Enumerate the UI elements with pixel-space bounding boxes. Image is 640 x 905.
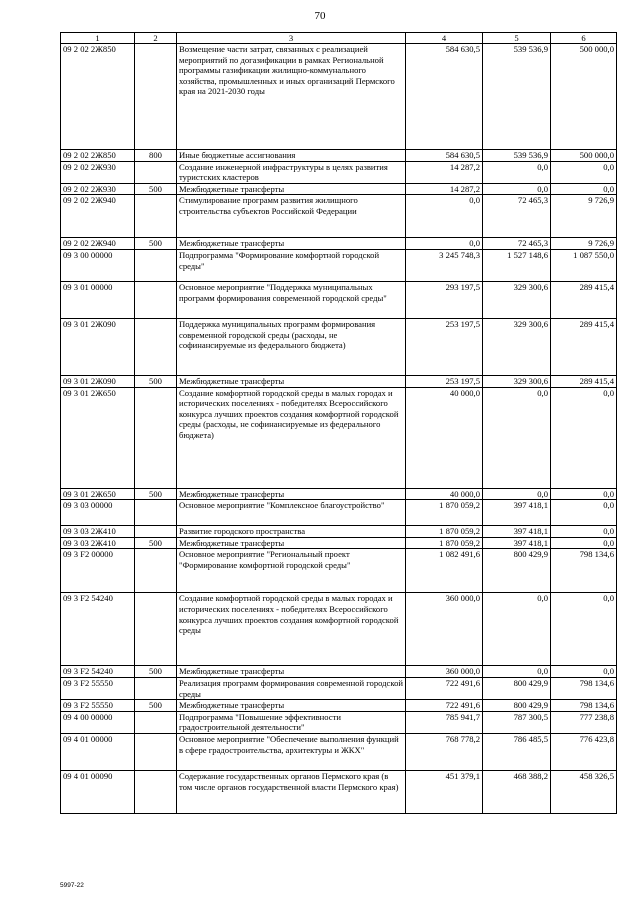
amount-col5-cell: 800 429,9: [483, 549, 551, 593]
amount-col4-cell: 14 287,2: [406, 183, 483, 195]
code-cell: 09 3 F2 55550: [61, 677, 135, 699]
amount-col6-cell: 289 415,4: [551, 375, 617, 387]
amount-col6-cell: 0,0: [551, 537, 617, 549]
description-cell: Создание комфортной городской среды в малых городах и исторических поселениях - победителях Всероссийского конкурса лучших проектов создания комфортной городской среды: [177, 593, 406, 666]
amount-col5-cell: 72 465,3: [483, 195, 551, 238]
amount-col4-cell: 451 379,1: [406, 770, 483, 813]
code-cell: 09 2 02 2Ж850: [61, 150, 135, 162]
table-row: [61, 238, 617, 250]
expense-type-cell: 500: [135, 666, 177, 678]
amount-col4-cell: 0,0: [406, 238, 483, 250]
amount-col5-cell: 787 300,5: [483, 711, 551, 733]
table-row: [61, 281, 617, 318]
amount-col6-cell: 0,0: [551, 500, 617, 526]
expense-type-cell: 500: [135, 375, 177, 387]
amount-col5-cell: 800 429,9: [483, 677, 551, 699]
amount-col6-cell: 0,0: [551, 183, 617, 195]
description-cell: Межбюджетные трансферты: [177, 700, 406, 712]
amount-col4-cell: 1 870 059,2: [406, 537, 483, 549]
description-cell: Подпрограмма "Повышение эффективности градостроительной деятельности": [177, 711, 406, 733]
amount-col5-cell: 800 429,9: [483, 700, 551, 712]
amount-col5-cell: 786 485,5: [483, 733, 551, 770]
code-cell: 09 4 01 00000: [61, 733, 135, 770]
expense-type-cell: [135, 770, 177, 813]
amount-col5-cell: 329 300,6: [483, 375, 551, 387]
amount-col4-cell: 1 082 491,6: [406, 549, 483, 593]
amount-col6-cell: 289 415,4: [551, 281, 617, 318]
amount-col5-cell: 0,0: [483, 387, 551, 488]
expense-type-cell: [135, 526, 177, 538]
description-cell: Основное мероприятие "Региональный проект "Формирование комфортной городской среды": [177, 549, 406, 593]
page-number: 70: [314, 10, 326, 22]
amount-col6-cell: 777 238,8: [551, 711, 617, 733]
amount-col4-cell: 253 197,5: [406, 318, 483, 375]
code-cell: 09 3 F2 55550: [61, 700, 135, 712]
table-row: [61, 150, 617, 162]
table-row: [61, 711, 617, 733]
code-cell: 09 3 F2 00000: [61, 549, 135, 593]
column-header: 5: [483, 33, 551, 44]
code-cell: 09 4 00 00000: [61, 711, 135, 733]
amount-col6-cell: 798 134,6: [551, 677, 617, 699]
column-header: 4: [406, 33, 483, 44]
code-cell: 09 3 00 00000: [61, 249, 135, 281]
expense-type-cell: [135, 733, 177, 770]
table-row: [61, 537, 617, 549]
code-cell: 09 3 03 2Ж410: [61, 526, 135, 538]
amount-col6-cell: 500 000,0: [551, 150, 617, 162]
code-cell: 09 3 01 2Ж650: [61, 387, 135, 488]
amount-col5-cell: 329 300,6: [483, 281, 551, 318]
amount-col4-cell: 1 870 059,2: [406, 500, 483, 526]
code-cell: 09 2 02 2Ж850: [61, 44, 135, 150]
amount-col4-cell: 14 287,2: [406, 161, 483, 183]
amount-col5-cell: 539 536,9: [483, 150, 551, 162]
expense-type-cell: [135, 249, 177, 281]
expense-type-cell: [135, 161, 177, 183]
code-cell: 09 3 01 2Ж650: [61, 488, 135, 500]
column-header: 3: [177, 33, 406, 44]
column-header: 6: [551, 33, 617, 44]
column-header: 2: [135, 33, 177, 44]
table-row: [61, 733, 617, 770]
expense-type-cell: 800: [135, 150, 177, 162]
table-row: [61, 666, 617, 678]
description-cell: Возмещение части затрат, связанных с реализацией мероприятий по догазификации в рамках Региональной программы газификации жилищно-коммунального хозяйства, промышленных и иных организаций Пермского края на 2021-2030 годы: [177, 44, 406, 150]
amount-col5-cell: 539 536,9: [483, 44, 551, 150]
amount-col4-cell: 360 000,0: [406, 666, 483, 678]
expense-type-cell: [135, 549, 177, 593]
amount-col4-cell: 293 197,5: [406, 281, 483, 318]
description-cell: Стимулирование программ развития жилищного строительства субъектов Российской Федерации: [177, 195, 406, 238]
code-cell: 09 2 02 2Ж940: [61, 238, 135, 250]
amount-col5-cell: 0,0: [483, 593, 551, 666]
code-cell: 09 2 02 2Ж930: [61, 183, 135, 195]
table-row: [61, 549, 617, 593]
table-body: [61, 44, 617, 814]
description-cell: Межбюджетные трансферты: [177, 238, 406, 250]
amount-col6-cell: 0,0: [551, 387, 617, 488]
code-cell: 09 3 F2 54240: [61, 593, 135, 666]
expense-type-cell: [135, 677, 177, 699]
expense-type-cell: [135, 44, 177, 150]
amount-col5-cell: 72 465,3: [483, 238, 551, 250]
amount-col4-cell: 1 870 059,2: [406, 526, 483, 538]
table-row: [61, 770, 617, 813]
amount-col6-cell: 289 415,4: [551, 318, 617, 375]
amount-col5-cell: 0,0: [483, 161, 551, 183]
table-row: [61, 526, 617, 538]
amount-col6-cell: 9 726,9: [551, 195, 617, 238]
amount-col4-cell: 40 000,0: [406, 387, 483, 488]
amount-col6-cell: 798 134,6: [551, 700, 617, 712]
amount-col4-cell: 584 630,5: [406, 150, 483, 162]
code-cell: 09 3 03 2Ж410: [61, 537, 135, 549]
code-cell: 09 3 F2 54240: [61, 666, 135, 678]
amount-col5-cell: 329 300,6: [483, 318, 551, 375]
description-cell: Содержание государственных органов Пермского края (в том числе органов государственной власти Пермского края): [177, 770, 406, 813]
amount-col4-cell: 584 630,5: [406, 44, 483, 150]
amount-col5-cell: 0,0: [483, 666, 551, 678]
amount-col6-cell: 1 087 550,0: [551, 249, 617, 281]
code-cell: 09 3 01 2Ж090: [61, 318, 135, 375]
expense-type-cell: 500: [135, 537, 177, 549]
table-row: [61, 488, 617, 500]
description-cell: Основное мероприятие "Поддержка муниципальных программ формирования современной городской среды": [177, 281, 406, 318]
amount-col6-cell: 0,0: [551, 666, 617, 678]
description-cell: Межбюджетные трансферты: [177, 537, 406, 549]
amount-col6-cell: 0,0: [551, 161, 617, 183]
expense-type-cell: 500: [135, 488, 177, 500]
amount-col4-cell: 40 000,0: [406, 488, 483, 500]
amount-col6-cell: 458 326,5: [551, 770, 617, 813]
table-row: [61, 249, 617, 281]
code-cell: 09 3 01 00000: [61, 281, 135, 318]
amount-col4-cell: 768 778,2: [406, 733, 483, 770]
expense-type-cell: [135, 500, 177, 526]
table-row: [61, 44, 617, 150]
expense-type-cell: [135, 195, 177, 238]
code-cell: 09 4 01 00090: [61, 770, 135, 813]
amount-col4-cell: 722 491,6: [406, 700, 483, 712]
table-row: [61, 500, 617, 526]
expense-type-cell: [135, 711, 177, 733]
table-row: [61, 183, 617, 195]
table-row: [61, 375, 617, 387]
description-cell: Развитие городского пространства: [177, 526, 406, 538]
column-number-row: [61, 33, 617, 44]
description-cell: Межбюджетные трансферты: [177, 488, 406, 500]
code-cell: 09 3 01 2Ж090: [61, 375, 135, 387]
table-row: [61, 677, 617, 699]
amount-col6-cell: 0,0: [551, 593, 617, 666]
description-cell: Создание комфортной городской среды в малых городах и исторических поселениях - победителях Всероссийского конкурса лучших проектов создания комфортной городской среды (расходы, не софинансируемые из федерального бюджета): [177, 387, 406, 488]
amount-col5-cell: 1 527 148,6: [483, 249, 551, 281]
table-row: [61, 195, 617, 238]
table-row: [61, 318, 617, 375]
description-cell: Иные бюджетные ассигнования: [177, 150, 406, 162]
footer-document-code: 5997-22: [60, 882, 84, 889]
amount-col5-cell: 397 418,1: [483, 526, 551, 538]
table-row: [61, 387, 617, 488]
amount-col4-cell: 3 245 748,3: [406, 249, 483, 281]
amount-col5-cell: 0,0: [483, 488, 551, 500]
description-cell: Межбюджетные трансферты: [177, 375, 406, 387]
description-cell: Основное мероприятие "Обеспечение выполнения функций в сфере градостроительства, архитектуры и ЖКХ": [177, 733, 406, 770]
amount-col5-cell: 397 418,1: [483, 500, 551, 526]
budget-table: [60, 32, 617, 814]
amount-col6-cell: 500 000,0: [551, 44, 617, 150]
table-row: [61, 700, 617, 712]
table-row: [61, 593, 617, 666]
amount-col6-cell: 0,0: [551, 526, 617, 538]
description-cell: Подпрограмма "Формирование комфортной городской среды": [177, 249, 406, 281]
expense-type-cell: [135, 318, 177, 375]
expense-type-cell: [135, 387, 177, 488]
description-cell: Межбюджетные трансферты: [177, 183, 406, 195]
amount-col5-cell: 0,0: [483, 183, 551, 195]
description-cell: Создание инженерной инфраструктуры в целях развития туристских кластеров: [177, 161, 406, 183]
description-cell: Основное мероприятие "Комплексное благоустройство": [177, 500, 406, 526]
amount-col5-cell: 397 418,1: [483, 537, 551, 549]
table-row: [61, 161, 617, 183]
code-cell: 09 2 02 2Ж930: [61, 161, 135, 183]
expense-type-cell: 500: [135, 183, 177, 195]
expense-type-cell: [135, 593, 177, 666]
amount-col6-cell: 798 134,6: [551, 549, 617, 593]
code-cell: 09 2 02 2Ж940: [61, 195, 135, 238]
amount-col4-cell: 0,0: [406, 195, 483, 238]
amount-col6-cell: 0,0: [551, 488, 617, 500]
amount-col4-cell: 253 197,5: [406, 375, 483, 387]
code-cell: 09 3 03 00000: [61, 500, 135, 526]
expense-type-cell: 500: [135, 238, 177, 250]
description-cell: Межбюджетные трансферты: [177, 666, 406, 678]
amount-col5-cell: 468 388,2: [483, 770, 551, 813]
expense-type-cell: 500: [135, 700, 177, 712]
amount-col6-cell: 9 726,9: [551, 238, 617, 250]
expense-type-cell: [135, 281, 177, 318]
amount-col4-cell: 722 491,6: [406, 677, 483, 699]
description-cell: Реализация программ формирования современной городской среды: [177, 677, 406, 699]
amount-col4-cell: 785 941,7: [406, 711, 483, 733]
description-cell: Поддержка муниципальных программ формирования современной городской среды (расходы, не софинансируемые из федерального бюджета): [177, 318, 406, 375]
amount-col6-cell: 776 423,8: [551, 733, 617, 770]
amount-col4-cell: 360 000,0: [406, 593, 483, 666]
column-header: 1: [61, 33, 135, 44]
